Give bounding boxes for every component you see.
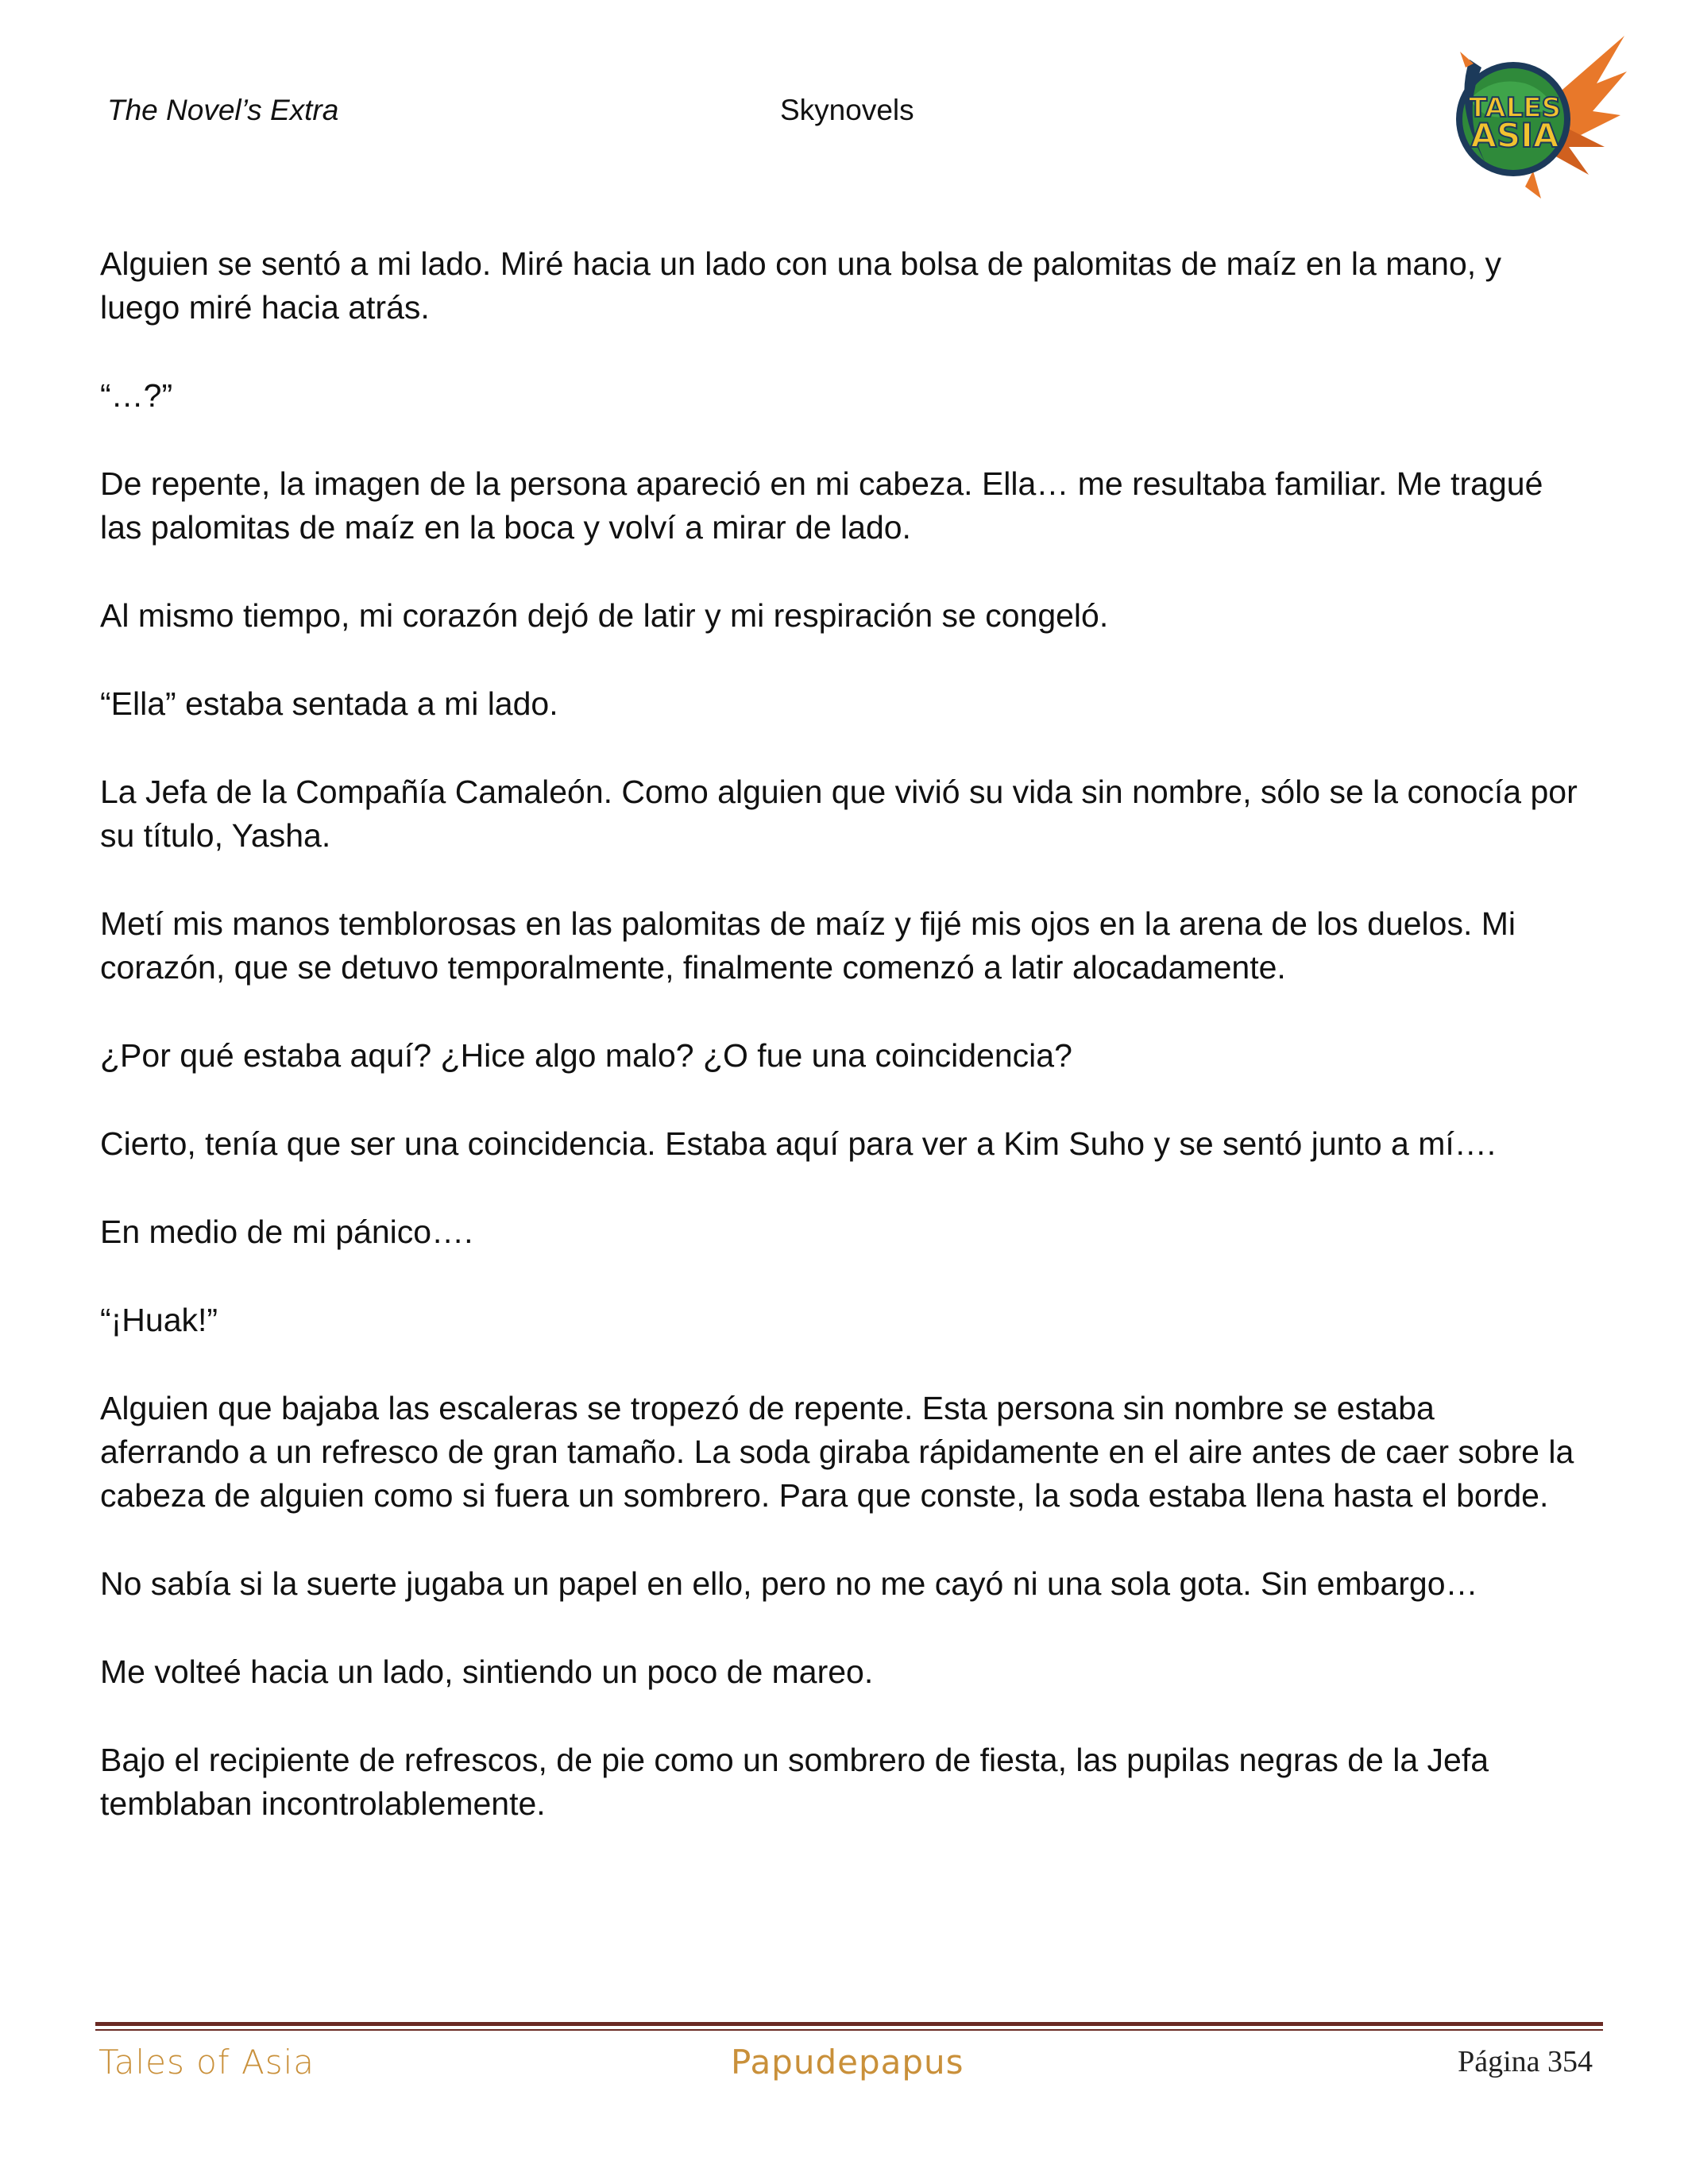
footer-rule-thick bbox=[95, 2022, 1603, 2026]
paragraph: La Jefa de la Compañía Camaleón. Como alguien que vivió su vida sin nombre, sólo se la conocía por su título, Yasha. bbox=[100, 774, 1578, 854]
paragraph: No sabía si la suerte jugaba un papel en ello, pero no me cayó ni una sola gota. Sin embargo… bbox=[100, 1565, 1478, 1602]
footer-group-name: Tales of Asia bbox=[98, 2043, 315, 2082]
paragraph: ¿Por qué estaba aquí? ¿Hice algo malo? ¿O fue una coincidencia? bbox=[100, 1037, 1072, 1074]
footer-rule-thin bbox=[95, 2029, 1603, 2031]
chapter-body bbox=[100, 242, 1578, 1870]
paragraph: Metí mis manos temblorosas en las palomitas de maíz y fijé mis ojos en la arena de los duelos. Mi corazón, que se detuvo temporalmente, finalmente comenzó a latir alocadamente. bbox=[100, 905, 1516, 986]
page-number: Página 354 bbox=[1458, 2045, 1593, 2078]
paragraph: En medio de mi pánico…. bbox=[100, 1214, 473, 1250]
paragraph: Cierto, tenía que ser una coincidencia. Estaba aquí para ver a Kim Suho y se sentó junto a mí…. bbox=[100, 1125, 1497, 1162]
paragraph: “…?” bbox=[100, 377, 173, 414]
paragraph: Alguien que bajaba las escaleras se tropezó de repente. Esta persona sin nombre se estaba aferrando a un refresco de gran tamaño. La soda giraba rápidamente en el aire antes de caer sobre la cabeza de alguien como si fuera un sombrero. Para que conste, la soda estaba llena hasta el borde. bbox=[100, 1390, 1574, 1514]
paragraph: Alguien se sentó a mi lado. Miré hacia un lado con una bolsa de palomitas de maíz en la mano, y luego miré hacia atrás. bbox=[100, 245, 1502, 326]
paragraph: “¡Huak!” bbox=[100, 1302, 218, 1338]
paragraph: De repente, la imagen de la persona apareció en mi cabeza. Ella… me resultaba familiar. Me tragué las palomitas de maíz en la boca y volví a mirar de lado. bbox=[100, 465, 1543, 546]
logo-text-asia: ASIA bbox=[1470, 116, 1559, 155]
logo-tail bbox=[1525, 171, 1541, 199]
header-site-name: Skynovels bbox=[780, 94, 914, 126]
paragraph: Bajo el recipiente de refrescos, de pie como un sombrero de fiesta, las pupilas negras de la Jefa temblaban incontrolablemente. bbox=[100, 1742, 1489, 1822]
footer-translator: Papudepapus bbox=[731, 2043, 964, 2082]
paragraph: “Ella” estaba sentada a mi lado. bbox=[100, 685, 558, 722]
header-novel-title: The Novel’s Extra bbox=[107, 94, 339, 126]
paragraph: Me volteé hacia un lado, sintiendo un poco de mareo. bbox=[100, 1653, 874, 1690]
tales-of-asia-logo bbox=[1438, 28, 1628, 203]
paragraph: Al mismo tiempo, mi corazón dejó de latir y mi respiración se congeló. bbox=[100, 597, 1109, 634]
logo-text-tales: TALES bbox=[1468, 92, 1562, 124]
